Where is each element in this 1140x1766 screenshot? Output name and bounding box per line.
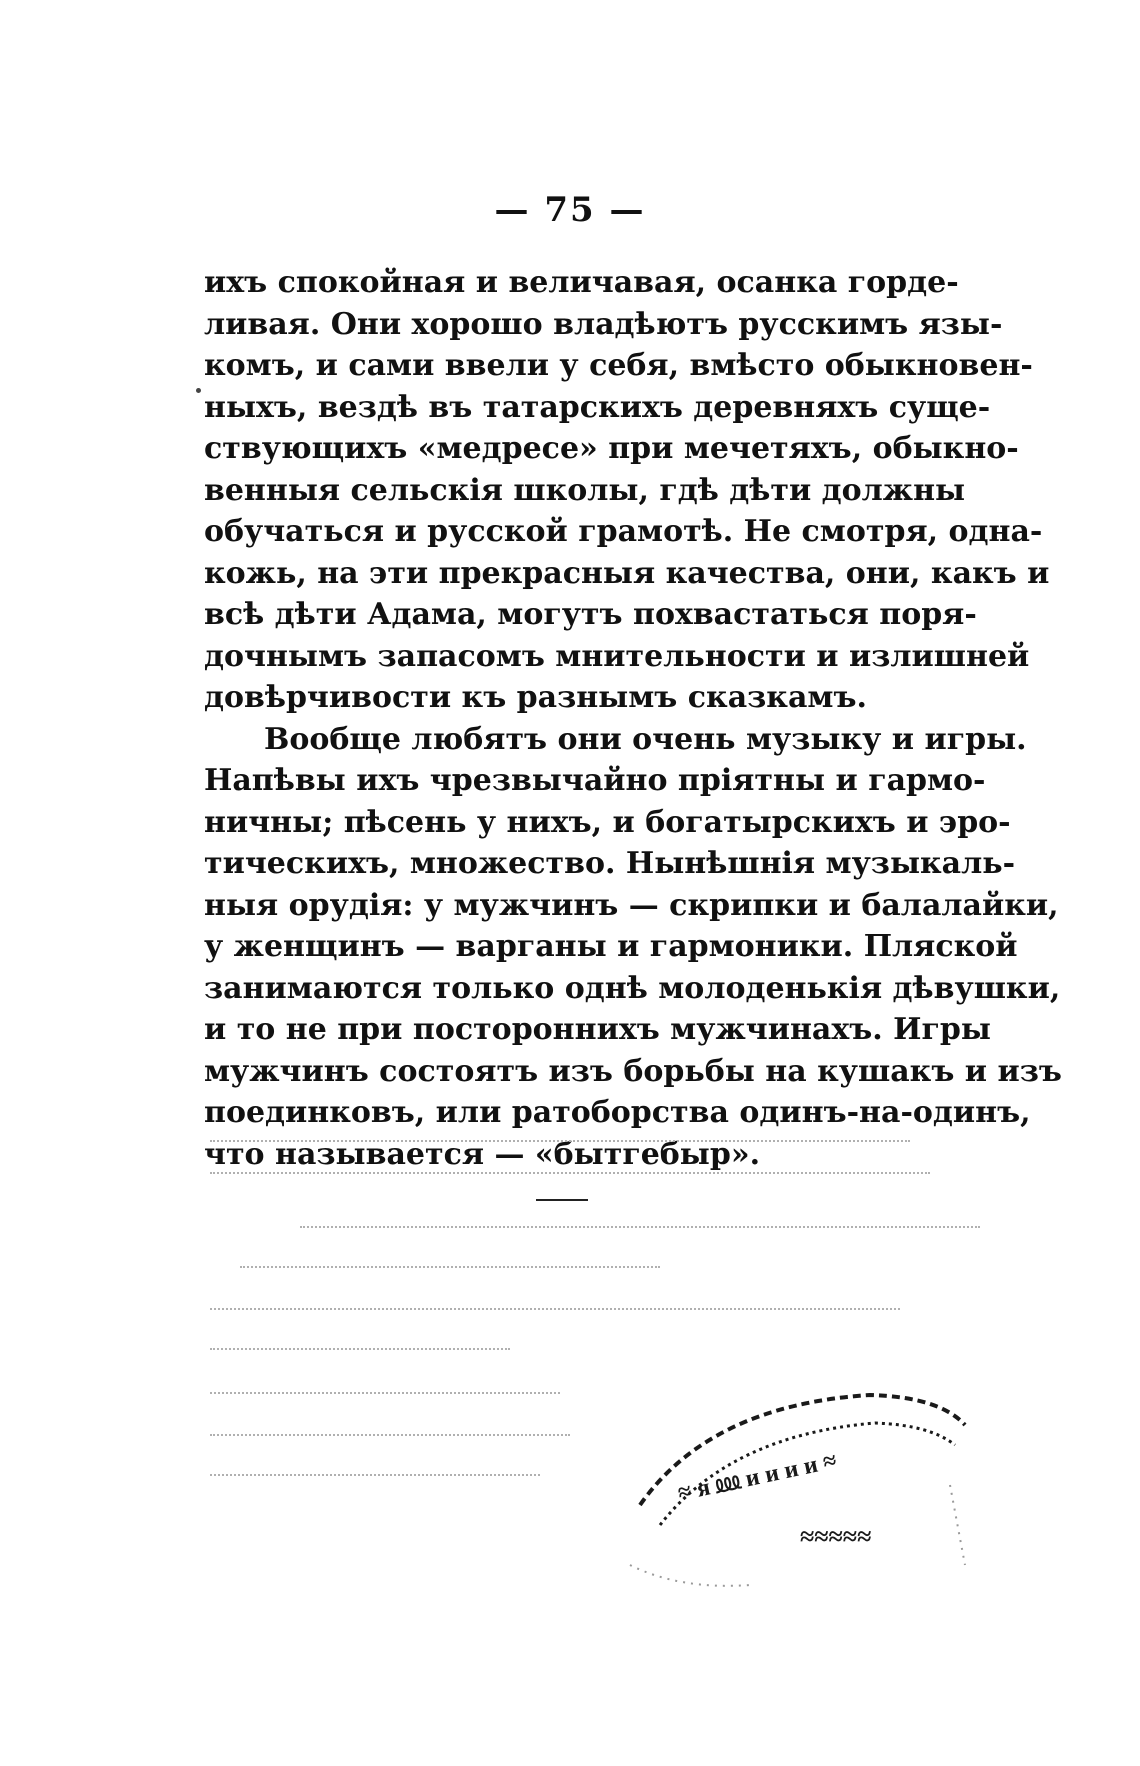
text-line: ныя орудія: у мужчинъ — скрипки и балалайки, [204,887,1059,923]
show-through-marks [210,1308,900,1318]
text-line: что называется — «бытгебыр». [204,1136,761,1172]
text-line: мужчинъ состоятъ изъ борьбы на кушакъ и изъ [204,1053,1062,1089]
text-line: ныхъ, вездѣ въ татарскихъ деревняхъ суще- [204,389,991,425]
text-line: комъ, и сами ввели у себя, вмѣсто обыкновен- [204,348,1033,383]
text-line: всѣ дѣти Адама, могутъ похвастаться поря- [204,597,977,632]
stamp-graphic [620,1365,980,1595]
text-line: ливая. Они хорошо владѣютъ русскимъ язы- [204,306,1003,342]
text-line: венныя сельскія школы, гдѣ дѣти должны [204,472,966,508]
text-line: кожь, на эти прекрасныя качества, они, какъ и [204,555,1050,591]
svg-text:≈≈≈≈≈: ≈≈≈≈≈ [800,1522,872,1551]
text-line: дочнымъ запасомъ мнительности и излишней [204,638,1030,674]
text-line: и то не при постороннихъ мужчинахъ. Игры [204,1012,991,1047]
text-line: тическихъ, множество. Нынѣшнія музыкаль- [204,846,1016,881]
text-line: Напѣвы ихъ чрезвычайно пріятны и гармо- [204,763,986,798]
body-text [204,262,1062,1175]
show-through-marks [210,1434,570,1444]
text-line: Вообще любятъ они очень музыку и игры. [264,721,1027,757]
show-through-marks [210,1140,910,1150]
svg-text:≈ ᴙ ⅏ ᴎ ᴎ ᴎ ᴎ ≈: ≈ ᴙ ⅏ ᴎ ᴎ ᴎ ᴎ ≈ [675,1447,839,1507]
margin-dot [196,388,201,393]
text-line: у женщинъ — варганы и гармоники. Пляской [204,929,1018,964]
text-line: ствующихъ «медресе» при мечетяхъ, обыкно- [204,431,1019,466]
show-through-marks [210,1392,560,1402]
text-line: поединковъ, или ратоборства одинъ-на-одинъ, [204,1095,1031,1130]
text-line: занимаются только однѣ молоденькія дѣвушки, [204,970,1061,1006]
page-number: — 75 — [494,190,646,230]
show-through-marks [210,1348,510,1358]
text-line: обучаться и русской грамотѣ. Не смотря, одна- [204,514,1043,549]
show-through-marks [210,1172,930,1182]
library-stamp [620,1365,980,1595]
show-through-marks [240,1266,660,1276]
text-line: довѣрчивости къ разнымъ сказкамъ. [204,680,867,715]
section-divider [536,1199,588,1201]
show-through-marks [210,1474,540,1484]
text-line: ничны; пѣсень у нихъ, и богатырскихъ и эро- [204,804,1011,840]
text-line: ихъ спокойная и величавая, осанка горде- [204,265,959,300]
show-through-marks [300,1226,980,1236]
